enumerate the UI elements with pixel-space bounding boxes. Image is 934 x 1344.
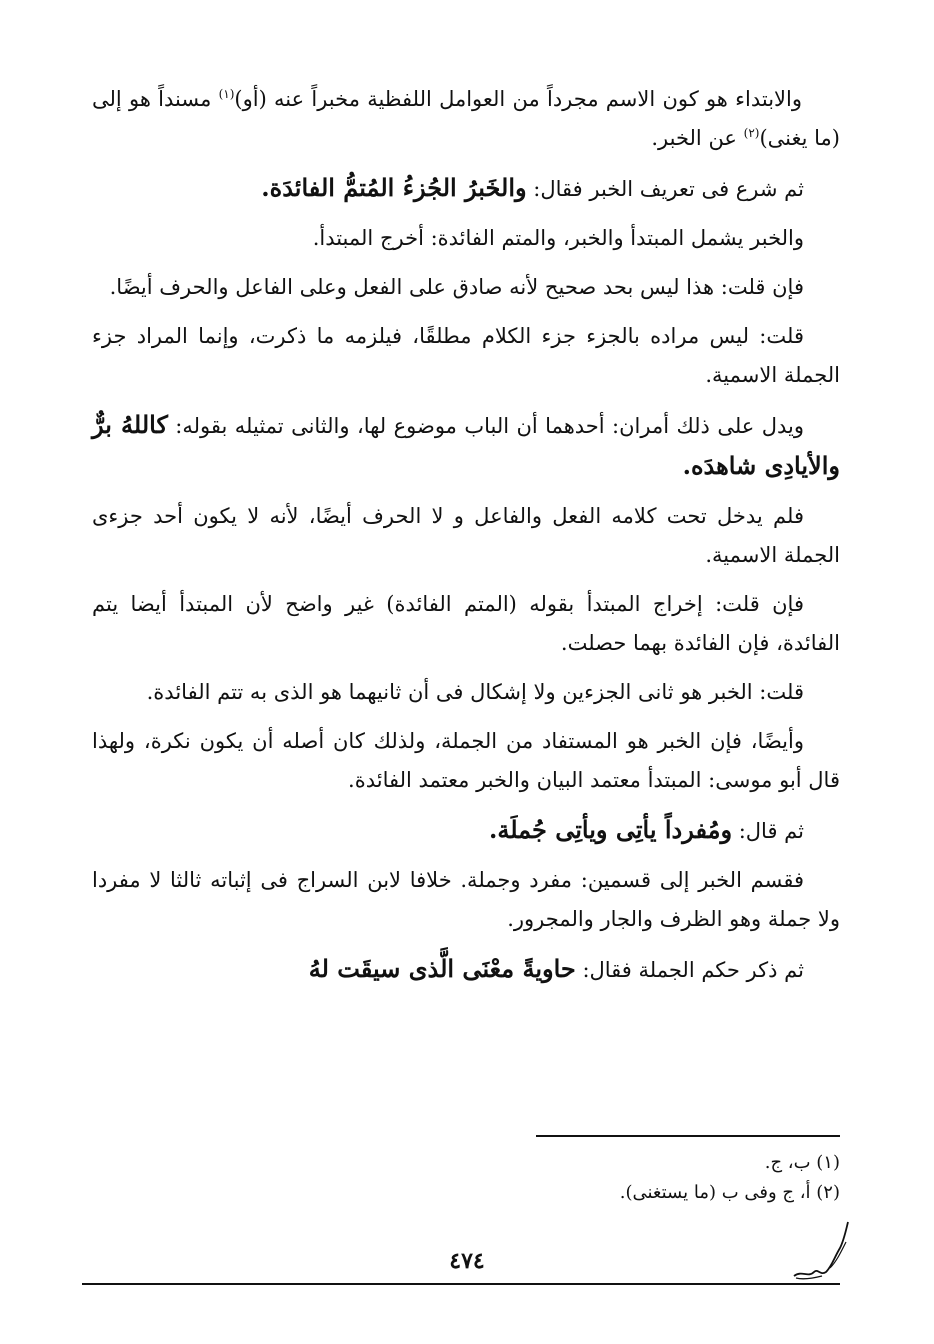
footnote-2: (٢) أ، ج وفى ب (ما يستغنى). xyxy=(619,1182,840,1203)
paragraph-text: عن الخبر. xyxy=(651,126,744,150)
paragraph-6 xyxy=(92,405,840,487)
paragraph-text: ثم ذكر حكم الجملة فقال: xyxy=(575,958,804,982)
paragraph-4 xyxy=(92,268,840,307)
paragraph-text: ثم قال: xyxy=(732,819,804,843)
paragraph-8 xyxy=(92,585,840,663)
footnotes xyxy=(92,1148,840,1208)
paragraph-text: فإن قلت: هذا ليس بحد صحيح لأنه صادق على الفعل وعلى الفاعل والحرف أيضًا. xyxy=(109,275,804,299)
paragraph-10 xyxy=(92,722,840,800)
paragraph-text: ثم شرع فى تعريف الخبر فقال: xyxy=(526,177,804,201)
footnote-1: (١) ب، ج. xyxy=(764,1152,840,1173)
bottom-rule xyxy=(82,1283,840,1285)
page-number: ٤٧٤ xyxy=(449,1248,485,1274)
paragraph-1 xyxy=(92,80,840,158)
paragraph-7 xyxy=(92,497,840,575)
paragraph-text: ويدل على ذلك أمران: أحدهما أن الباب موضوع لها، والثانى تمثيله بقوله: xyxy=(167,414,804,438)
paragraph-text: وأيضًا، فإن الخبر هو المستفاد من الجملة، ولذلك كان أصله أن يكون نكرة، ولهذا قال أبو موسى: المبتدأ معتمد البيان والخبر معتمد الفائدة. xyxy=(92,729,840,792)
paragraph-text: فلم يدخل تحت كلامه الفعل والفاعل و لا الحرف أيضًا، لأنه لا يكون أحد جزءى الجملة الاسمية. xyxy=(92,504,840,567)
paragraph-text: والخبر يشمل المبتدأ والخبر، والمتم الفائدة: أخرج المبتدأ. xyxy=(312,226,804,250)
paragraph-2 xyxy=(92,168,840,209)
paragraph-13 xyxy=(92,949,840,990)
paragraph-11 xyxy=(92,810,840,851)
page-body xyxy=(92,80,840,1000)
paragraph-3 xyxy=(92,219,840,258)
matn-quote: كاللهُ برٌّ والأيادِى شاهدَه. xyxy=(92,410,840,480)
paragraph-text: والابتداء هو كون الاسم مجرداً من العوامل اللفظية مخبراً عنه (أو) xyxy=(234,87,802,111)
footnote-separator xyxy=(536,1135,840,1137)
matn-quote: حاويةً معْنَى الَّذى سيقَت لهُ xyxy=(308,954,576,983)
paragraph-text: فإن قلت: إخراج المبتدأ بقوله (المتم الفائدة) غير واضح لأن المبتدأ أيضا يتم الفائدة، فإن الفائدة بهما حصلت. xyxy=(92,592,840,655)
paragraph-12 xyxy=(92,861,840,939)
matn-quote: والخَبرُ الجُزءُ المُتمُّ الفائدَة. xyxy=(261,173,527,202)
paragraph-9 xyxy=(92,673,840,712)
footnote-ref: (٢) xyxy=(743,126,760,140)
paragraph-text: فقسم الخبر إلى قسمين: مفرد وجملة. خلافا لابن السراج فى إثباته ثالثا لا مفردا ولا جملة وهو الظرف والجار والمجرور. xyxy=(92,868,840,931)
paragraph-5 xyxy=(92,317,840,395)
paragraph-text: قلت: ليس مراده بالجزء جزء الكلام مطلقًا، فيلزمه ما ذكرت، وإنما المراد جزء الجملة الاسمية. xyxy=(92,324,840,387)
matn-quote: ومُفرداً يأتِى ويأتِى جُملَة. xyxy=(488,815,733,844)
footnote-ref: (١) xyxy=(218,87,235,101)
paragraph-text: مسنداً هو إلى (ما يغنى) xyxy=(92,87,840,150)
paragraph-text: قلت: الخبر هو ثانى الجزءين ولا إشكال فى أن ثانيهما هو الذى به تتم الفائدة. xyxy=(146,680,804,704)
